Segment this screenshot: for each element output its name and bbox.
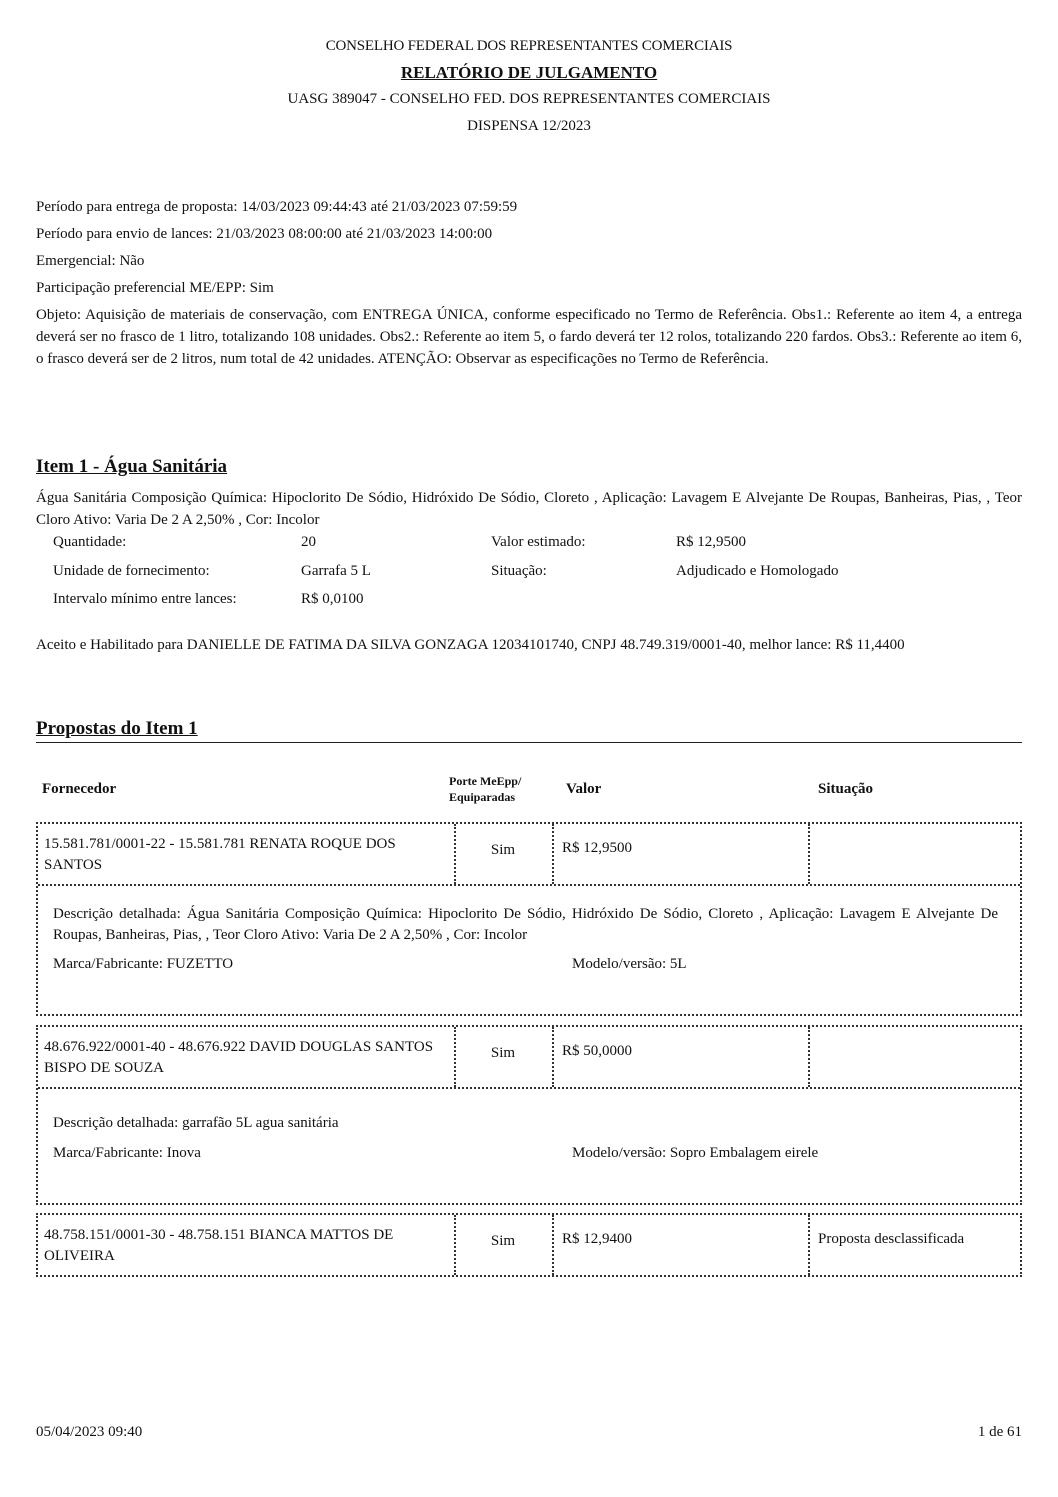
quantidade-value: 20: [301, 534, 316, 550]
proposal-row-3: [36, 1213, 1022, 1277]
valor-estimado-label: Valor estimado:: [491, 534, 586, 550]
aceito-habilitado: Aceito e Habilitado para DANIELLE DE FATIMA DA SILVA GONZAGA 12034101740, CNPJ 48.749.319/0001-40, melhor lance: R$ 11,4400: [36, 637, 905, 653]
row-3-valor: R$ 12,9400: [562, 1231, 633, 1247]
participacao-preferencial: Participação preferencial ME/EPP: Sim: [36, 280, 274, 296]
row-1-fornecedor: 15.581.781/0001-22 - 15.581.781 RENATA ROQUE DOS SANTOS: [44, 836, 396, 873]
proposal-row-2: [36, 1025, 1022, 1205]
row-1-descricao: Descrição detalhada: Água Sanitária Composição Química: Hipoclorito De Sódio, Hidróxido De Sódio, Cloreto , Aplicação: Lavagem E Alvejante De Roupas, Banheiras, Pias, , Teor Cloro Ativo: Varia De 2 A 2,50% , Cor: Incolor: [53, 906, 998, 943]
row-2-modelo: Modelo/versão: Sopro Embalagem eirele: [572, 1145, 819, 1161]
periodo-proposta: Período para entrega de proposta: 14/03/2023 09:44:43 até 21/03/2023 07:59:59: [36, 199, 518, 215]
page-number: 1 de 61: [977, 1424, 1022, 1440]
intervalo-label: Intervalo mínimo entre lances:: [53, 591, 237, 607]
section-divider: [36, 742, 1022, 743]
row-2-marca: Marca/Fabricante: Inova: [53, 1145, 201, 1161]
row-1-modelo: Modelo/versão: 5L: [572, 956, 687, 972]
row-3-porte: Sim: [490, 1233, 516, 1249]
col-porte: [449, 773, 521, 805]
row-1-marca: Marca/Fabricante: FUZETTO: [53, 956, 234, 972]
footer-datetime: 05/04/2023 09:40: [36, 1424, 143, 1440]
uasg-line: UASG 389047 - CONSELHO FED. DOS REPRESENTANTES COMERCIAIS: [287, 91, 771, 107]
item-description: Água Sanitária Composição Química: Hipoclorito De Sódio, Hidróxido De Sódio, Cloreto , Aplicação: Lavagem E Alvejante De Roupas, Banheiras, Pias, , Teor Cloro Ativo: Varia De 2 A 2,50% , Cor: Incolor: [36, 490, 1022, 528]
row-1-valor: R$ 12,9500: [562, 840, 633, 856]
unidade-value: Garrafa 5 L: [301, 563, 371, 579]
row-2-fornecedor: 48.676.922/0001-40 - 48.676.922 DAVID DOUGLAS SANTOS BISPO DE SOUZA: [44, 1039, 434, 1076]
row-2-descricao: Descrição detalhada: garrafão 5L agua sanitária: [53, 1115, 339, 1131]
row-1-porte: Sim: [490, 842, 516, 858]
situacao-value: Adjudicado e Homologado: [676, 563, 839, 579]
periodo-lances: Período para envio de lances: 21/03/2023 08:00:00 até 21/03/2023 14:00:00: [36, 226, 493, 242]
intervalo-value: R$ 0,0100: [301, 591, 364, 607]
row-3-situacao: Proposta desclassificada: [818, 1231, 965, 1247]
organization-name: CONSELHO FEDERAL DOS REPRESENTANTES COMERCIAIS: [325, 38, 733, 54]
objeto-paragraph: Objeto: Aquisição de materiais de conservação, com ENTREGA ÚNICA, conforme especificado no Termo de Referência. Obs1.: Referente ao item 4, a entrega deverá ser no frasco de 1 litro, totalizando 108 unidades. Obs2.: Referente ao item 5, o fardo deverá ter 12 rolos, totalizando 220 fardos. Obs3.: Referente ao item 6, o frasco deverá ser de 2 litros, num total de 42 unidades. ATENÇÃO: Observar as especificações no Termo de Referência.: [36, 307, 1022, 367]
situacao-label: Situação:: [491, 563, 547, 579]
col-porte-line2: Equiparadas: [449, 790, 516, 804]
row-3-fornecedor: 48.758.151/0001-30 - 48.758.151 BIANCA MATTOS DE OLIVEIRA: [44, 1227, 394, 1264]
emergencial: Emergencial: Não: [36, 253, 145, 269]
report-title: RELATÓRIO DE JULGAMENTO: [400, 63, 658, 82]
proposals-title: Propostas do Item 1: [36, 718, 198, 739]
item-title: Item 1 - Água Sanitária: [36, 456, 228, 477]
row-2-porte: Sim: [490, 1045, 516, 1061]
proposal-row-1: [36, 822, 1022, 1016]
dispensa-line: DISPENSA 12/2023: [467, 118, 591, 134]
quantidade-label: Quantidade:: [53, 534, 127, 550]
col-valor: Valor: [566, 781, 602, 797]
col-fornecedor: Fornecedor: [42, 781, 117, 797]
col-porte-line1: Porte MeEpp/: [449, 774, 522, 788]
valor-estimado-value: R$ 12,9500: [676, 534, 747, 550]
row-2-valor: R$ 50,0000: [562, 1043, 633, 1059]
unidade-label: Unidade de fornecimento:: [53, 563, 210, 579]
col-situacao: Situação: [818, 781, 874, 797]
